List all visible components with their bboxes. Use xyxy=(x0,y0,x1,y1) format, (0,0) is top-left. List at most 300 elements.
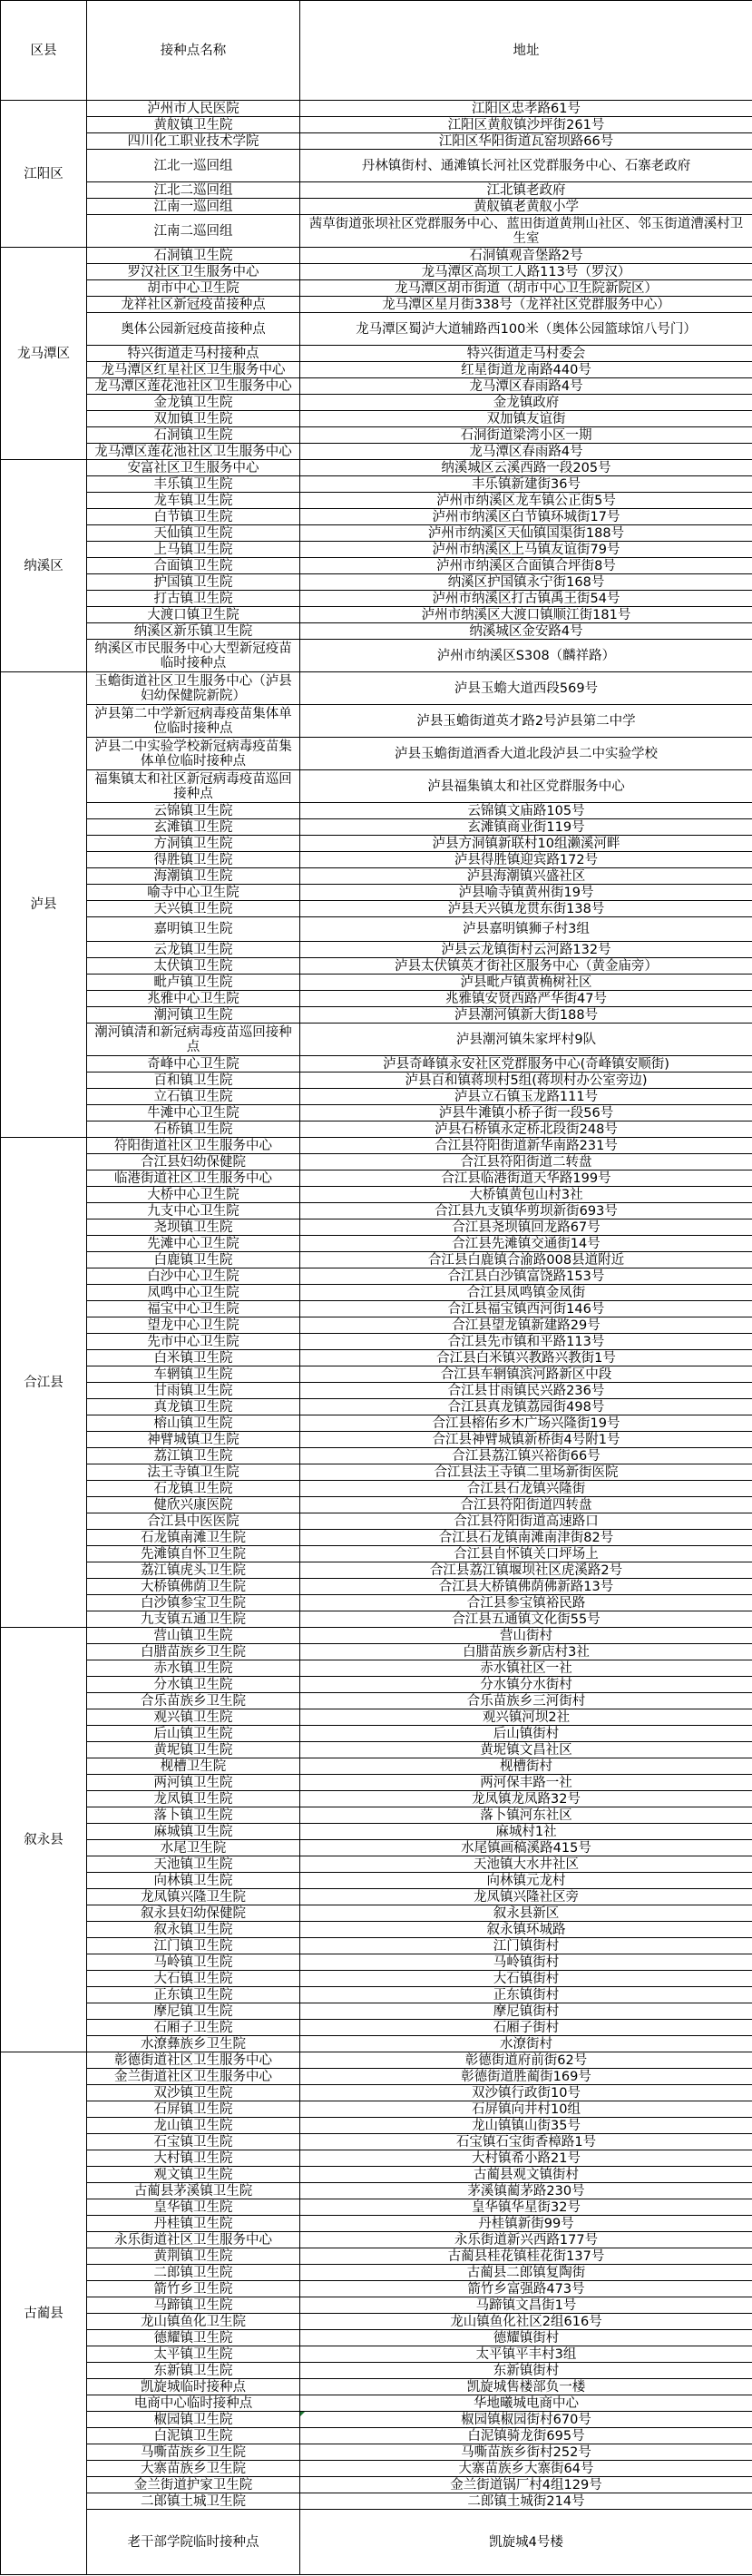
site-name: 九支镇五通卫生院 xyxy=(87,1611,300,1628)
table-row xyxy=(1,1530,752,1546)
site-address: 泸县天兴镇龙贯东街138号 xyxy=(300,901,752,917)
site-address: 白泥镇骑龙街695号 xyxy=(300,2428,752,2444)
site-name: 安富社区卫生服务中心 xyxy=(87,460,300,476)
site-name: 彰德街道社区卫生服务中心 xyxy=(87,2052,300,2069)
site-name: 黄坭镇卫生院 xyxy=(87,1742,300,1758)
site-address: 丰乐镇新建街36号 xyxy=(300,476,752,493)
table-row xyxy=(1,803,752,819)
table-row xyxy=(1,1154,752,1170)
table-row xyxy=(1,607,752,623)
table-row xyxy=(1,2216,752,2232)
site-name: 玉蟾街道社区卫生服务中心（泸县妇幼保健院新院） xyxy=(87,672,300,705)
site-name: 丹桂镇卫生院 xyxy=(87,2216,300,2232)
site-address: 大寨苗族乡大寨街64号 xyxy=(300,2461,752,2477)
site-address: 合江县石龙镇南滩南津街82号 xyxy=(300,1530,752,1546)
site-address: 麻城村1社 xyxy=(300,1824,752,1840)
site-address: 大村镇希小路21号 xyxy=(300,2150,752,2167)
table-row xyxy=(1,1546,752,1562)
site-address: 玄滩镇商业街119号 xyxy=(300,819,752,836)
site-name: 奥体公园新冠疫苗接种点 xyxy=(87,313,300,346)
table-row xyxy=(1,297,752,313)
site-name: 毗卢镇卫生院 xyxy=(87,975,300,991)
site-address: 红星街道龙南路440号 xyxy=(300,362,752,378)
district-cell: 江阳区 xyxy=(1,101,87,248)
site-address: 泸县方洞镇新联村10组濑溪河畔 xyxy=(300,836,752,852)
table-row xyxy=(1,1840,752,1856)
table-row xyxy=(1,2477,752,2493)
site-address: 泸县福集镇太和社区党群服务中心 xyxy=(300,770,752,803)
table-row xyxy=(1,991,752,1007)
table-row xyxy=(1,427,752,444)
district-cell: 叙永县 xyxy=(1,1628,87,2052)
site-address: 龙马潭区胡市街道（胡市中心卫生院新院区） xyxy=(300,280,752,297)
table-row xyxy=(1,2461,752,2477)
site-address: 天池镇大水井社区 xyxy=(300,1856,752,1873)
site-name: 马蹄镇卫生院 xyxy=(87,2297,300,2314)
site-address: 凯旋城售楼部负一楼 xyxy=(300,2379,752,2395)
site-address: 后山镇街村 xyxy=(300,1726,752,1742)
site-address: 二郎镇土城街214号 xyxy=(300,2493,752,2510)
site-address: 合江县五通镇文化街55号 xyxy=(300,1611,752,1628)
site-name: 车辋镇卫生院 xyxy=(87,1366,300,1383)
site-name: 江北一巡回组 xyxy=(87,150,300,182)
site-name: 健欣兴康医院 xyxy=(87,1497,300,1513)
site-address: 泸州市纳溪区龙车镇公正街5号 xyxy=(300,493,752,509)
site-name: 赤水镇卫生院 xyxy=(87,1660,300,1677)
site-name: 上马镇卫生院 xyxy=(87,542,300,558)
site-name: 特兴街道走马村接种点 xyxy=(87,346,300,362)
site-name: 两河镇卫生院 xyxy=(87,1775,300,1791)
site-name: 合乐苗族乡卫生院 xyxy=(87,1693,300,1709)
site-address: 泸州市纳溪区S308（麟祥路） xyxy=(300,640,752,672)
site-address: 江门镇街村 xyxy=(300,1938,752,1954)
site-address: 江阳区黄舣镇沙坪街261号 xyxy=(300,117,752,133)
site-address: 向林镇元龙村 xyxy=(300,1873,752,1889)
site-address: 东新镇街村 xyxy=(300,2363,752,2379)
table-row xyxy=(1,2314,752,2330)
district-cell: 合江县 xyxy=(1,1138,87,1628)
table-row xyxy=(1,705,752,738)
table-row xyxy=(1,819,752,836)
site-name: 凤鸣中心卫生院 xyxy=(87,1285,300,1301)
site-name: 打古镇卫生院 xyxy=(87,591,300,607)
site-name: 尧坝镇卫生院 xyxy=(87,1219,300,1236)
site-name: 马岭镇卫生院 xyxy=(87,1954,300,1971)
site-name: 白节镇卫生院 xyxy=(87,509,300,525)
header-row xyxy=(1,1,752,101)
site-address: 泸县牛滩镇小桥子街一段56号 xyxy=(300,1105,752,1121)
site-address: 合江县石龙镇兴隆街 xyxy=(300,1481,752,1497)
site-address: 泸州市纳溪区上马镇友谊街79号 xyxy=(300,542,752,558)
site-name: 护国镇卫生院 xyxy=(87,574,300,591)
site-name: 永乐街道社区卫生服务中心 xyxy=(87,2232,300,2248)
site-name: 箭竹乡卫生院 xyxy=(87,2281,300,2297)
table-row xyxy=(1,1987,752,2003)
site-address: 云锦镇文庙路105号 xyxy=(300,803,752,819)
table-row xyxy=(1,1922,752,1938)
site-name: 叙永县妇幼保健院 xyxy=(87,1905,300,1922)
site-address: 合江县荔江镇兴裕街66号 xyxy=(300,1448,752,1464)
table-row xyxy=(1,460,752,476)
site-address: 泸县玉蟾大道西段569号 xyxy=(300,672,752,705)
table-row xyxy=(1,182,752,199)
site-address: 叙永镇环城路 xyxy=(300,1922,752,1938)
table-row xyxy=(1,525,752,542)
site-address: 泸县得胜镇迎宾路172号 xyxy=(300,852,752,868)
table-row xyxy=(1,623,752,640)
table-row xyxy=(1,346,752,362)
table-row xyxy=(1,199,752,215)
table-row xyxy=(1,770,752,803)
table-row xyxy=(1,1415,752,1432)
site-address: 龙马潭区星月街338号（龙祥社区党群服务中心） xyxy=(300,297,752,313)
table-row xyxy=(1,1121,752,1138)
site-name: 福集镇太和社区新冠病毒疫苗巡回接种点 xyxy=(87,770,300,803)
site-address: 大桥镇黄包山村3社 xyxy=(300,1187,752,1203)
site-address: 茜草街道张坝社区党群服务中心、蓝田街道黄荆山社区、邻玉街道漕溪村卫生室 xyxy=(300,215,752,248)
site-name: 分水镇卫生院 xyxy=(87,1677,300,1693)
table-row xyxy=(1,2085,752,2101)
site-address: 龙马潭区春雨路4号 xyxy=(300,378,752,395)
site-address: 石屏镇向井村10组 xyxy=(300,2101,752,2118)
site-name: 黄荆镇卫生院 xyxy=(87,2248,300,2265)
site-address: 龙马潭区高坝工人路113号（罗汉） xyxy=(300,264,752,280)
site-name: 江南二巡回组 xyxy=(87,215,300,248)
site-address: 合江县尧坝镇回龙路67号 xyxy=(300,1219,752,1236)
site-address: 泸县海潮镇兴盛社区 xyxy=(300,868,752,885)
site-name: 合江县妇幼保健院 xyxy=(87,1154,300,1170)
site-name: 潮河镇清和新冠病毒疫苗巡回接种点 xyxy=(87,1024,300,1056)
table-row xyxy=(1,1971,752,1987)
site-name: 四川化工职业技术学院 xyxy=(87,133,300,150)
site-address: 泸县百和镇蒋坝村5组(蒋坝村办公室旁边) xyxy=(300,1073,752,1089)
site-address: 营山街村 xyxy=(300,1628,752,1644)
table-row xyxy=(1,1203,752,1219)
table-row xyxy=(1,1285,752,1301)
site-name: 方洞镇卫生院 xyxy=(87,836,300,852)
table-row xyxy=(1,101,752,117)
site-name: 潮河镇卫生院 xyxy=(87,1007,300,1024)
site-name: 营山镇卫生院 xyxy=(87,1628,300,1644)
site-name: 龙凤镇卫生院 xyxy=(87,1791,300,1807)
site-address: 泸县立石镇玉龙路111号 xyxy=(300,1089,752,1105)
site-name: 天兴镇卫生院 xyxy=(87,901,300,917)
site-name: 临港街道社区卫生服务中心 xyxy=(87,1170,300,1187)
site-address: 江北镇老政府 xyxy=(300,182,752,199)
site-name: 符阳街道社区卫生服务中心 xyxy=(87,1138,300,1154)
table-row xyxy=(1,1056,752,1073)
table-row xyxy=(1,1350,752,1366)
table-row xyxy=(1,1644,752,1660)
site-address: 永乐街道新兴西路177号 xyxy=(300,2232,752,2248)
site-name: 古蔺县茅溪镇卫生院 xyxy=(87,2183,300,2199)
table-row xyxy=(1,2134,752,2150)
site-address: 合江县榕佑乡木广场兴隆街19号 xyxy=(300,1415,752,1432)
site-address: 古蔺县二郎镇复陶街 xyxy=(300,2265,752,2281)
site-name: 百和镇卫生院 xyxy=(87,1073,300,1089)
table-row xyxy=(1,2493,752,2510)
site-name: 云锦镇卫生院 xyxy=(87,803,300,819)
table-row xyxy=(1,852,752,868)
site-name: 龙山镇鱼化卫生院 xyxy=(87,2314,300,2330)
table-row xyxy=(1,1366,752,1383)
site-name: 云龙镇卫生院 xyxy=(87,942,300,958)
site-name: 白泥镇卫生院 xyxy=(87,2428,300,2444)
site-address: 泸县嘉明镇狮子村3组 xyxy=(300,917,752,942)
site-name: 龙马潭区莲花池社区卫生服务中心 xyxy=(87,378,300,395)
site-address: 龙凤镇龙凤路32号 xyxy=(300,1791,752,1807)
site-address: 石洞镇观音堡路2号 xyxy=(300,248,752,264)
site-name: 东新镇卫生院 xyxy=(87,2363,300,2379)
site-name: 摩尼镇卫生院 xyxy=(87,2003,300,2020)
site-name: 先市中心卫生院 xyxy=(87,1334,300,1350)
site-address: 合江县白沙镇富饶路153号 xyxy=(300,1268,752,1285)
site-address: 泸县毗卢镇黄桷树社区 xyxy=(300,975,752,991)
site-address: 江阳区忠孝路61号 xyxy=(300,101,752,117)
site-address: 泸县玉蟾街道英才路2号泸县第二中学 xyxy=(300,705,752,738)
site-address: 白腊苗族乡新店村3社 xyxy=(300,1644,752,1660)
table-row xyxy=(1,2069,752,2085)
table-row xyxy=(1,1464,752,1481)
site-name: 先滩中心卫生院 xyxy=(87,1236,300,1252)
table-row xyxy=(1,1611,752,1628)
table-row xyxy=(1,1889,752,1905)
site-address: 水尾镇画稿溪路415号 xyxy=(300,1840,752,1856)
site-address: 箭竹乡富强路473号 xyxy=(300,2281,752,2297)
table-row xyxy=(1,2052,752,2069)
site-name: 纳溪区市民服务中心大型新冠疫苗临时接种点 xyxy=(87,640,300,672)
site-name: 龙祥社区新冠疫苗接种点 xyxy=(87,297,300,313)
error-indicator-icon xyxy=(300,2412,305,2416)
table-row xyxy=(1,133,752,150)
site-name: 白沙镇参宝卫生院 xyxy=(87,1595,300,1611)
site-address: 丹林镇街村、通滩镇长河社区党群服务中心、石寨老政府 xyxy=(300,150,752,182)
site-name: 法王寺镇卫生院 xyxy=(87,1464,300,1481)
site-name: 二郎镇卫生院 xyxy=(87,2265,300,2281)
table-row xyxy=(1,476,752,493)
site-address: 金龙镇政府 xyxy=(300,395,752,411)
site-address: 纳溪城区金安路4号 xyxy=(300,623,752,640)
site-address: 观兴镇河坝2社 xyxy=(300,1709,752,1726)
site-name: 电商中心临时接种点 xyxy=(87,2395,300,2412)
table-row xyxy=(1,117,752,133)
site-address: 马岭镇街村 xyxy=(300,1954,752,1971)
table-row xyxy=(1,672,752,705)
site-address: 丹桂镇新街99号 xyxy=(300,2216,752,2232)
site-address: 龙山镇鱼化社区2组616号 xyxy=(300,2314,752,2330)
table-row xyxy=(1,1677,752,1693)
site-name: 水潦彝族乡卫生院 xyxy=(87,2036,300,2052)
site-address: 合江县甘雨镇民兴路236号 xyxy=(300,1383,752,1399)
table-row xyxy=(1,958,752,975)
table-row xyxy=(1,1954,752,1971)
table-row xyxy=(1,2297,752,2314)
table-row xyxy=(1,1824,752,1840)
district-cell: 龙马潭区 xyxy=(1,248,87,460)
table-row xyxy=(1,362,752,378)
table-row xyxy=(1,1758,752,1775)
site-name: 天仙镇卫生院 xyxy=(87,525,300,542)
site-address: 合江县真龙镇荔园街498号 xyxy=(300,1399,752,1415)
table-row xyxy=(1,1856,752,1873)
site-address: 合江县参宝镇裕民路 xyxy=(300,1595,752,1611)
table-row xyxy=(1,2281,752,2297)
site-name: 马嘶苗族乡卫生院 xyxy=(87,2444,300,2461)
table-row xyxy=(1,2510,752,2575)
table-row xyxy=(1,313,752,346)
table-row xyxy=(1,574,752,591)
table-row xyxy=(1,1497,752,1513)
site-name: 丰乐镇卫生院 xyxy=(87,476,300,493)
table-row xyxy=(1,150,752,182)
table-row xyxy=(1,2150,752,2167)
table-row xyxy=(1,411,752,427)
site-name: 得胜镇卫生院 xyxy=(87,852,300,868)
site-address: 石厢子街村 xyxy=(300,2020,752,2036)
site-name: 白鹿镇卫生院 xyxy=(87,1252,300,1268)
site-name: 正东镇卫生院 xyxy=(87,1987,300,2003)
site-address: 合乐苗族乡三河街村 xyxy=(300,1693,752,1709)
site-name: 合面镇卫生院 xyxy=(87,558,300,574)
table-row xyxy=(1,1562,752,1579)
site-address: 落卜镇河东社区 xyxy=(300,1807,752,1824)
table-row xyxy=(1,1236,752,1252)
table-row xyxy=(1,1301,752,1317)
site-name: 荔江镇卫生院 xyxy=(87,1448,300,1464)
site-name: 胡市中心卫生院 xyxy=(87,280,300,297)
district-cell: 纳溪区 xyxy=(1,460,87,672)
table-row xyxy=(1,2020,752,2036)
table-row xyxy=(1,2428,752,2444)
site-name: 甘雨镇卫生院 xyxy=(87,1383,300,1399)
site-address: 泸县石桥镇永定桥北段街248号 xyxy=(300,1121,752,1138)
site-name: 九支中心卫生院 xyxy=(87,1203,300,1219)
table-row xyxy=(1,1726,752,1742)
table-row xyxy=(1,1693,752,1709)
table-row xyxy=(1,738,752,770)
site-address: 双加镇友谊街 xyxy=(300,411,752,427)
site-address: 双沙镇行政街10号 xyxy=(300,2085,752,2101)
site-name: 兆雅中心卫生院 xyxy=(87,991,300,1007)
site-address: 古蔺县桂花镇桂花街137号 xyxy=(300,2248,752,2265)
site-address: 椒园镇椒园街村670号 xyxy=(461,2412,591,2427)
table-row xyxy=(1,1252,752,1268)
site-address: 合江县九支镇华剪坝新街693号 xyxy=(300,1203,752,1219)
site-name: 向林镇卫生院 xyxy=(87,1873,300,1889)
site-address: 合江县白米镇兴教路兴教街1号 xyxy=(300,1350,752,1366)
site-address: 合江县神臂城镇新桥街4号附1号 xyxy=(300,1432,752,1448)
site-name: 天池镇卫生院 xyxy=(87,1856,300,1873)
site-address: 凯旋城4号楼 xyxy=(300,2510,752,2575)
site-address: 泸县太伏镇英才街社区服务中心（黄金庙旁） xyxy=(300,958,752,975)
site-address: 兆雅镇安贤西路严华街47号 xyxy=(300,991,752,1007)
site-address: 合江县符阳街道高速路口 xyxy=(300,1513,752,1530)
site-name: 白米镇卫生院 xyxy=(87,1350,300,1366)
table-row xyxy=(1,975,752,991)
site-name: 石龙镇卫生院 xyxy=(87,1481,300,1497)
site-name: 石厢子卫生院 xyxy=(87,2020,300,2036)
site-name: 大石镇卫生院 xyxy=(87,1971,300,1987)
site-address: 特兴街道走马村委会 xyxy=(300,346,752,362)
table-row xyxy=(1,215,752,248)
site-address: 纳溪城区云溪西路一段205号 xyxy=(300,460,752,476)
site-name: 海潮镇卫生院 xyxy=(87,868,300,885)
site-address: 泸县潮河镇朱家坪村9队 xyxy=(300,1024,752,1056)
table-row xyxy=(1,1595,752,1611)
site-name: 太平镇卫生院 xyxy=(87,2346,300,2363)
table-row xyxy=(1,1187,752,1203)
site-name: 龙车镇卫生院 xyxy=(87,493,300,509)
table-row xyxy=(1,2167,752,2183)
table-row xyxy=(1,1138,752,1154)
site-name: 白沙中心卫生院 xyxy=(87,1268,300,1285)
site-address: 合江县符阳街道四转盘 xyxy=(300,1497,752,1513)
table-row xyxy=(1,509,752,525)
table-row xyxy=(1,1317,752,1334)
site-name: 龙马潭区莲花池社区卫生服务中心 xyxy=(87,444,300,460)
site-address: 合江县凤鸣镇金凤街 xyxy=(300,1285,752,1301)
site-address: 水潦街村 xyxy=(300,2036,752,2052)
table-row xyxy=(1,2183,752,2199)
site-address: 黄舣镇老黄舣小学 xyxy=(300,199,752,215)
table-row xyxy=(1,2363,752,2379)
table-row xyxy=(1,2199,752,2216)
site-name: 泸县第二中学新冠病毒疫苗集体单位临时接种点 xyxy=(87,705,300,738)
site-address: 彰德街道府前街62号 xyxy=(300,2052,752,2069)
site-address: 合江县临港街道天华路199号 xyxy=(300,1170,752,1187)
table-row xyxy=(1,2379,752,2395)
site-address: 石宝镇石宝街香樟路1号 xyxy=(300,2134,752,2150)
site-address-cell xyxy=(300,2412,752,2428)
site-name: 榕山镇卫生院 xyxy=(87,1415,300,1432)
site-name: 老干部学院临时接种点 xyxy=(87,2510,300,2575)
site-address: 合江县大桥镇佛荫佛新路13号 xyxy=(300,1579,752,1595)
site-name: 枧槽卫生院 xyxy=(87,1758,300,1775)
site-name: 叙永镇卫生院 xyxy=(87,1922,300,1938)
site-address: 彰德街道胜蔺街169号 xyxy=(300,2069,752,2085)
site-address: 泸州市纳溪区合面镇合坪街8号 xyxy=(300,558,752,574)
table-row xyxy=(1,2118,752,2134)
table-row xyxy=(1,1219,752,1236)
table-row xyxy=(1,901,752,917)
table-row xyxy=(1,591,752,607)
site-address: 正东镇街村 xyxy=(300,1987,752,2003)
table-row xyxy=(1,1448,752,1464)
table-row xyxy=(1,1628,752,1644)
table-row xyxy=(1,1432,752,1448)
site-address: 大石镇街村 xyxy=(300,1971,752,1987)
site-name: 金龙镇卫生院 xyxy=(87,395,300,411)
site-name: 嘉明镇卫生院 xyxy=(87,917,300,942)
table-row xyxy=(1,1905,752,1922)
site-address: 华地曦城电商中心 xyxy=(300,2395,752,2412)
site-name: 大桥中心卫生院 xyxy=(87,1187,300,1203)
table-row xyxy=(1,2036,752,2052)
site-address: 泸县奇峰镇永安社区党群服务中心(奇峰镇安顺街) xyxy=(300,1056,752,1073)
site-address: 合江县法王寺镇二里场新街医院 xyxy=(300,1464,752,1481)
site-name: 石龙镇南滩卫生院 xyxy=(87,1530,300,1546)
site-name: 皇华镇卫生院 xyxy=(87,2199,300,2216)
site-name: 椒园镇卫生院 xyxy=(87,2412,300,2428)
site-name: 大村镇卫生院 xyxy=(87,2150,300,2167)
site-address: 枧槽街村 xyxy=(300,1758,752,1775)
site-name: 奇峰中心卫生院 xyxy=(87,1056,300,1073)
site-address: 茅溪镇蔺茅路230号 xyxy=(300,2183,752,2199)
site-name: 白腊苗族乡卫生院 xyxy=(87,1644,300,1660)
table-row xyxy=(1,248,752,264)
table-row xyxy=(1,942,752,958)
table-row xyxy=(1,2346,752,2363)
